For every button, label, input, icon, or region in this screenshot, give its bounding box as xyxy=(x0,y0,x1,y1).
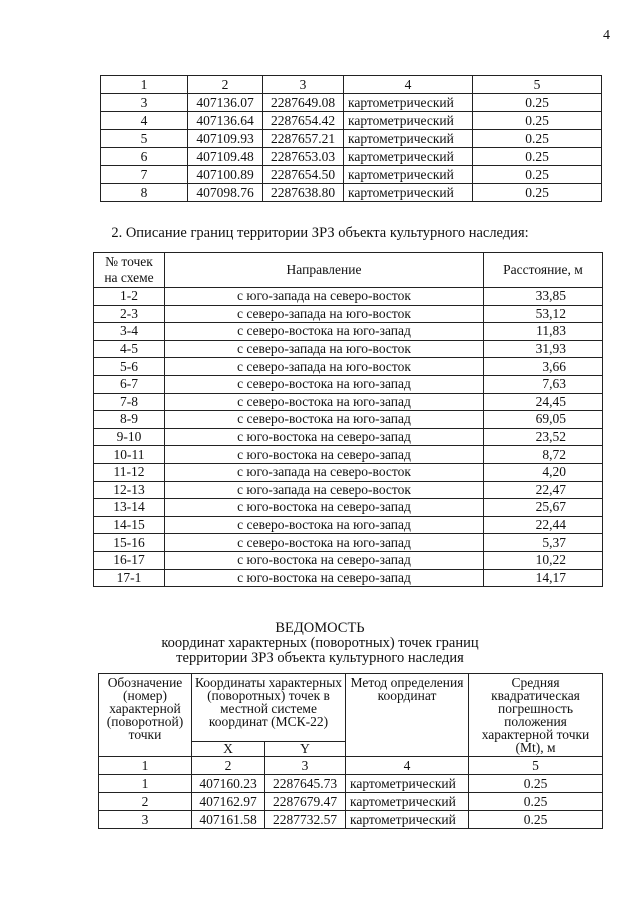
distance-cell: 14,17 xyxy=(484,569,603,587)
distance-cell: 53,12 xyxy=(484,305,603,323)
direction-cell: с юго-запада на северо-восток xyxy=(165,463,484,481)
table-row xyxy=(101,184,602,202)
cell: 4 xyxy=(101,112,188,130)
table-row xyxy=(94,481,603,499)
cell: картометрический xyxy=(346,775,469,793)
table-row xyxy=(99,811,603,829)
cell: 0.25 xyxy=(473,184,602,202)
point-range-cell: 11-12 xyxy=(94,463,165,481)
point-range-cell: 14-15 xyxy=(94,516,165,534)
cell: 0.25 xyxy=(469,811,603,829)
cell: 3 xyxy=(265,757,346,775)
table-row xyxy=(101,94,602,112)
point-range-cell: 2-3 xyxy=(94,305,165,323)
distance-cell: 69,05 xyxy=(484,411,603,429)
cell: 6 xyxy=(101,148,188,166)
cell: 2 xyxy=(99,793,192,811)
direction-cell: с северо-востока на юго-запад xyxy=(165,393,484,411)
cell: 407161.58 xyxy=(192,811,265,829)
direction-cell: с юго-востока на северо-запад xyxy=(165,428,484,446)
table-row xyxy=(94,375,603,393)
cell: 2287654.42 xyxy=(263,112,344,130)
header-distance: Расстояние, м xyxy=(484,253,603,288)
cell: картометрический xyxy=(346,811,469,829)
direction-cell: с северо-востока на юго-запад xyxy=(165,323,484,341)
table-header-row xyxy=(94,253,603,288)
cell: 0.25 xyxy=(469,793,603,811)
cell: 4 xyxy=(346,757,469,775)
cell: 2287649.08 xyxy=(263,94,344,112)
cell: 407136.64 xyxy=(188,112,263,130)
cell: 0.25 xyxy=(473,94,602,112)
cell: 407136.07 xyxy=(188,94,263,112)
cell: 407109.93 xyxy=(188,130,263,148)
cell: 2287638.80 xyxy=(263,184,344,202)
coordinates-table xyxy=(98,673,603,829)
cell: 1 xyxy=(99,757,192,775)
point-range-cell: 16-17 xyxy=(94,551,165,569)
cell: 2 xyxy=(192,757,265,775)
header-cell: 3 xyxy=(263,76,344,94)
point-range-cell: 17-1 xyxy=(94,569,165,587)
cell: 407109.48 xyxy=(188,148,263,166)
direction-cell: с северо-востока на юго-запад xyxy=(165,375,484,393)
section-2-title: 2. Описание границ территории ЗРЗ объекта культурного наследия: xyxy=(111,225,529,241)
cell: 407160.23 xyxy=(192,775,265,793)
table-row xyxy=(94,499,603,517)
point-range-cell: 5-6 xyxy=(94,358,165,376)
table-row xyxy=(94,463,603,481)
header-points: № точек на схеме xyxy=(94,253,165,288)
point-range-cell: 7-8 xyxy=(94,393,165,411)
cell: 407162.97 xyxy=(192,793,265,811)
direction-cell: с юго-востока на северо-запад xyxy=(165,569,484,587)
table-row xyxy=(94,358,603,376)
distance-cell: 4,20 xyxy=(484,463,603,481)
coordinates-table-continued xyxy=(100,75,602,202)
table-row xyxy=(101,148,602,166)
table-row xyxy=(94,288,603,306)
table-row xyxy=(94,411,603,429)
cell: картометрический xyxy=(344,130,473,148)
point-range-cell: 8-9 xyxy=(94,411,165,429)
direction-cell: с северо-востока на юго-запад xyxy=(165,411,484,429)
header-coordinates: Координаты характерных (поворотных) точек в местной системе координат (МСК-22) xyxy=(192,674,346,742)
distance-cell: 24,45 xyxy=(484,393,603,411)
cell: 0.25 xyxy=(473,166,602,184)
distance-cell: 22,44 xyxy=(484,516,603,534)
header-designation: Обозначение (номер) характерной (поворотной) точки xyxy=(99,674,192,757)
direction-cell: с юго-востока на северо-запад xyxy=(165,499,484,517)
direction-cell: с юго-востока на северо-запад xyxy=(165,551,484,569)
cell: 3 xyxy=(101,94,188,112)
direction-cell: с северо-востока на юго-запад xyxy=(165,516,484,534)
table-row xyxy=(94,446,603,464)
cell: 407100.89 xyxy=(188,166,263,184)
cell: 5 xyxy=(469,757,603,775)
vedomost-subtitle-2: территории ЗРЗ объекта культурного наследия xyxy=(176,650,464,666)
distance-cell: 25,67 xyxy=(484,499,603,517)
distance-cell: 8,72 xyxy=(484,446,603,464)
cell: 2287653.03 xyxy=(263,148,344,166)
point-range-cell: 13-14 xyxy=(94,499,165,517)
direction-cell: с северо-запада на юго-восток xyxy=(165,340,484,358)
point-range-cell: 9-10 xyxy=(94,428,165,446)
vedomost-subtitle-1: координат характерных (поворотных) точек границ xyxy=(161,635,479,651)
header-error: Средняя квадратическая погрешность положения характерной точки (Mt), м xyxy=(469,674,603,757)
cell: картометрический xyxy=(346,793,469,811)
distance-cell: 11,83 xyxy=(484,323,603,341)
point-range-cell: 6-7 xyxy=(94,375,165,393)
distance-cell: 7,63 xyxy=(484,375,603,393)
distance-cell: 22,47 xyxy=(484,481,603,499)
direction-cell: с северо-востока на юго-запад xyxy=(165,534,484,552)
table-row xyxy=(99,775,603,793)
point-range-cell: 10-11 xyxy=(94,446,165,464)
cell: картометрический xyxy=(344,184,473,202)
cell: 2287732.57 xyxy=(265,811,346,829)
table-row xyxy=(94,305,603,323)
header-cell: 2 xyxy=(188,76,263,94)
table-row xyxy=(99,793,603,811)
distance-cell: 10,22 xyxy=(484,551,603,569)
header-direction: Направление xyxy=(165,253,484,288)
table-row xyxy=(94,340,603,358)
cell: картометрический xyxy=(344,166,473,184)
cell: 5 xyxy=(101,130,188,148)
vedomost-title: ВЕДОМОСТЬ xyxy=(275,620,365,636)
point-range-cell: 1-2 xyxy=(94,288,165,306)
table-row xyxy=(101,112,602,130)
distance-cell: 31,93 xyxy=(484,340,603,358)
column-number-row xyxy=(99,757,603,775)
table-header-row xyxy=(101,76,602,94)
point-range-cell: 3-4 xyxy=(94,323,165,341)
point-range-cell: 4-5 xyxy=(94,340,165,358)
cell: 1 xyxy=(99,775,192,793)
table-row xyxy=(101,166,602,184)
cell: 2287654.50 xyxy=(263,166,344,184)
direction-cell: с северо-запада на юго-восток xyxy=(165,358,484,376)
table-header-row xyxy=(99,674,603,742)
table-row xyxy=(94,323,603,341)
cell: картометрический xyxy=(344,112,473,130)
cell: картометрический xyxy=(344,94,473,112)
cell: 0.25 xyxy=(473,130,602,148)
cell: 8 xyxy=(101,184,188,202)
table-row xyxy=(94,516,603,534)
header-cell: 4 xyxy=(344,76,473,94)
point-range-cell: 15-16 xyxy=(94,534,165,552)
table-row xyxy=(94,534,603,552)
cell: 3 xyxy=(99,811,192,829)
header-cell: 5 xyxy=(473,76,602,94)
header-cell: 1 xyxy=(101,76,188,94)
boundary-description-table xyxy=(93,252,603,587)
cell: 407098.76 xyxy=(188,184,263,202)
table-row xyxy=(94,569,603,587)
point-range-cell: 12-13 xyxy=(94,481,165,499)
header-x: X xyxy=(192,742,265,757)
cell: 0.25 xyxy=(473,112,602,130)
distance-cell: 3,66 xyxy=(484,358,603,376)
distance-cell: 33,85 xyxy=(484,288,603,306)
header-y: Y xyxy=(265,742,346,757)
cell: 0.25 xyxy=(469,775,603,793)
table-row xyxy=(101,130,602,148)
cell: 7 xyxy=(101,166,188,184)
distance-cell: 5,37 xyxy=(484,534,603,552)
direction-cell: с юго-запада на северо-восток xyxy=(165,481,484,499)
table-row xyxy=(94,428,603,446)
distance-cell: 23,52 xyxy=(484,428,603,446)
direction-cell: с юго-запада на северо-восток xyxy=(165,288,484,306)
cell: 2287657.21 xyxy=(263,130,344,148)
table-row xyxy=(94,551,603,569)
direction-cell: с юго-востока на северо-запад xyxy=(165,446,484,464)
cell: 2287645.73 xyxy=(265,775,346,793)
direction-cell: с северо-запада на юго-восток xyxy=(165,305,484,323)
cell: 2287679.47 xyxy=(265,793,346,811)
table-row xyxy=(94,393,603,411)
cell: 0.25 xyxy=(473,148,602,166)
cell: картометрический xyxy=(344,148,473,166)
page-number: 4 xyxy=(603,28,610,43)
header-method: Метод определения координат xyxy=(346,674,469,757)
